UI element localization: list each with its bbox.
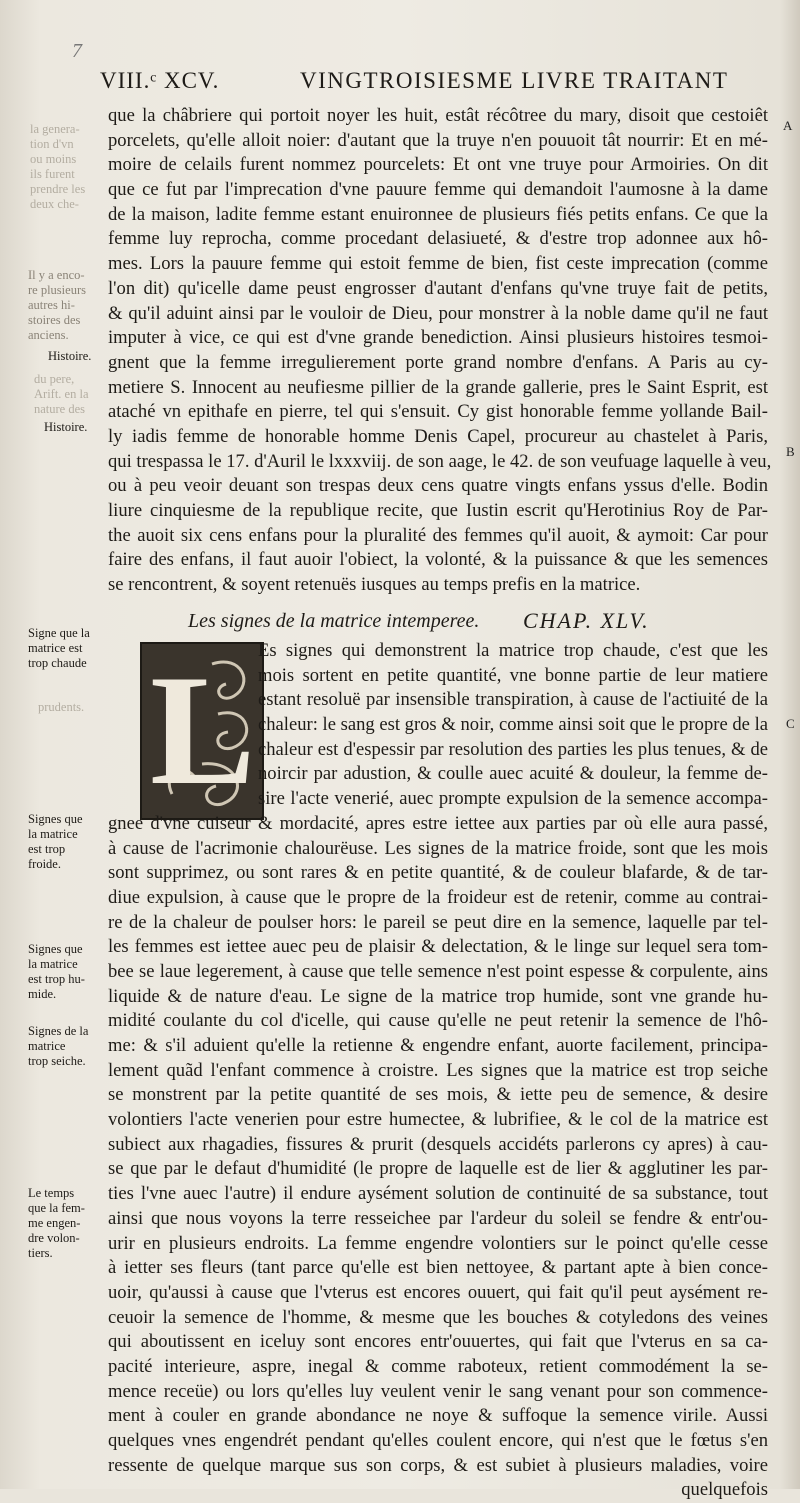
margin-line: Histoire. (48, 349, 92, 363)
chapter-title: Les signes de la matrice intemperee. (188, 610, 480, 632)
margin-line: matrice est (28, 641, 83, 655)
text-line: ly iadis femme de honorable homme Denis Capel, procureur au chastelet à Paris, (108, 425, 768, 447)
margin-note-histoire-2 (44, 420, 118, 435)
bleed-line: prendre les (30, 182, 86, 196)
text-line: midité coulante du col d'icelle, qui cause qu'elle ne peut retenir la semence de l'hô- (108, 1010, 768, 1032)
text-line: the auoit six cens enfans pour la pluralité des femmes qu'il auoit, & aymoit: Car pour (108, 524, 768, 546)
text-line: sont supprimez, ou sont rares & en petite quantité, & de couleur blafarde, & de tar- (108, 862, 768, 884)
text-line: ressente de quelque marque sus son corps, & est subiet à plusieurs maladies, voire (108, 1454, 768, 1476)
text-line: liure cinquiesme de la republique recite, que Iustin escrit qu'Herotinius Roy de Par- (108, 500, 768, 521)
text-line: femme luy reprocha, comme procedant delasiueté, & d'estre trop adonnee aux hô- (108, 228, 768, 250)
edge-mark-b: B (786, 444, 795, 459)
text-line: se que par le defaut d'humidité (le propre de laquelle est de lier & agglutiner les par- (108, 1158, 768, 1180)
drop-cap-letter: L (150, 643, 256, 818)
text-line: à ietter ses fleurs (tant parce qu'elle est bien nettoyee, & partant apte à bien conce- (108, 1257, 768, 1279)
folio-number: VIII.ᶜ XCV. (100, 68, 220, 93)
margin-line: que la fem- (28, 1201, 85, 1215)
margin-line: re plusieurs (28, 283, 86, 297)
text-line: volontiers l'acte venerien pour estre humectee, & lubrifiee, & le col de la matrice est (108, 1109, 768, 1131)
text-line: de la maison, ladite femme estant enuironnee de plusieurs fiés petits enfans. Ce que la (108, 203, 768, 225)
margin-line: froide. (28, 857, 61, 871)
bleed-line: la genera- (30, 122, 80, 136)
margin-line: me engen- (28, 1216, 81, 1230)
bleed-through-mid (34, 372, 108, 417)
margin-note-chaude (28, 626, 102, 671)
running-header (100, 68, 770, 100)
margin-note-histoires (28, 268, 102, 343)
margin-line: autres hi- (28, 298, 75, 312)
text-line: pacité interieure, aspre, inegal & comme raboteux, retient commodément la se- (108, 1355, 768, 1377)
bleed-line: ils furent (30, 167, 75, 181)
text-line: que ce fut par l'imprecation d'vne pauure femme qui demandoit l'aumosne à la dame (108, 179, 768, 201)
margin-line: Histoire. (44, 420, 88, 434)
text-line: chaleur est d'espessir par resolution des parties les plus tenues, & de (258, 738, 768, 760)
margin-note-froide (28, 812, 102, 872)
text-line: sire l'acte venerié, auec prompte expulsion de la semence accompa- (258, 788, 768, 810)
text-line: les femmes est iettee auec peu de plaisir & delectation, & le linge sur lequel sera tom- (108, 936, 768, 958)
text-line: lement quãd l'enfant commence à croistre. Les signes que la matrice est trop seiche (108, 1059, 768, 1081)
text-line: se rencontrent, & soyent retenuës iusques au temps prefis en la matrice. (108, 574, 641, 596)
text-line: diue expulsion, à cause que le propre de la froideur est de retenir, comme au contrai- (108, 886, 768, 908)
text-line: Es signes qui demonstrent la matrice trop chaude, c'est que les (258, 640, 768, 661)
text-line: que la châbriere qui portoit noyer les huit, estât récôtree du mary, disoit que cestoiêt (108, 105, 768, 126)
bleed-line: nature des (34, 402, 86, 416)
bleed-line: Arift. en la (34, 387, 89, 401)
text-line: metiere S. Innocent au neufiesme pillier de la grande gallerie, pres le Saint Esprit, est (108, 376, 768, 398)
text-line: à cause de l'acrimonie chalourëuse. Les signes de la matrice froide, sont que les mois (108, 837, 768, 859)
bleed-line: ou moins (30, 152, 77, 166)
text-line: mes. Lors la pauure femme qui estoit femme de bien, fist ceste imprecation (comme (108, 253, 768, 275)
margin-line: mide. (28, 987, 57, 1001)
text-line: urir en plusieurs endroits. La femme engendre volontiers sur le poinct qu'elle cesse (108, 1232, 768, 1254)
bleed-through-lower (38, 700, 112, 715)
margin-line: trop seiche. (28, 1054, 86, 1068)
text-line: l'on dit) qu'icelle dame peust engrosser d'autant d'enfans qu'vne truye fait de petits, (108, 277, 768, 299)
text-line: gnee d'vne cuiseur & mordacité, apres estre iettee aux parties par où elle aura passé, (108, 812, 768, 834)
margin-line: la matrice (28, 827, 78, 841)
text-line: porcelets, qu'elle alloit noier: d'autant que la truye n'en pouuoit tât nourrir: Et en mé- (108, 129, 768, 151)
margin-line: est trop hu- (28, 972, 85, 986)
margin-line: Signe que la (28, 626, 90, 640)
text-line: noircir par adustion, & coulle auec acuité & douleur, la femme de- (258, 763, 768, 785)
text-line: & qu'il aduint ainsi par le vouloir de Dieu, pour monstrer à la noble dame qu'il ne faut (108, 302, 768, 324)
text-line: mois sortent en petite quantité, vne bonne partie de leur matiere (258, 664, 768, 686)
margin-line: stoires des (28, 313, 81, 327)
margin-note-humide (28, 942, 102, 1002)
edge-mark-c: C (786, 716, 795, 731)
text-line: quelquefois (681, 1479, 768, 1501)
chapter-number: CHAP. XLV. (523, 608, 650, 633)
margin-line: Le temps (28, 1186, 75, 1200)
text-line: ment à couler en grande abondance ne noye & suffoque la semence virile. Aussi (108, 1405, 768, 1427)
paragraph-continued (108, 104, 772, 598)
text-line: faire des enfans, il faut auoir l'obiect, la volonté, & la puissance & que les semences (108, 549, 768, 571)
text-line: subiect aux rhagadies, fissures & prurit (desquels accidéts parlerons cy apres) à cau- (108, 1133, 768, 1155)
text-line: re de la chaleur de poulser hors: le pareil se peut dire en la semence, laquelle par tel- (108, 911, 768, 933)
margin-line: tiers. (28, 1246, 53, 1260)
text-line: imputer à vice, ce qui est d'vne grande benediction. Ainsi plusieurs histoires tesmoi- (108, 327, 768, 349)
chapter-heading (188, 606, 748, 636)
text-line: estant resoluë par insensible transpiration, à cause de l'actiuité de la (258, 689, 768, 711)
bleed-line: deux che- (30, 197, 79, 211)
text-line: mence receüe) ou lors qu'elles luy veulent venir le sang venant pour son commence- (108, 1380, 768, 1402)
margin-line: anciens. (28, 328, 69, 342)
text-line: bee se laue legerement, à cause que telle semence n'est point espesse & corpulente, ains (108, 960, 768, 982)
text-line: ties l'vne auec l'autre) il endure aysément solution de continuité de sa substance, tout (108, 1183, 768, 1205)
bleed-line: prudents. (38, 700, 85, 714)
text-line: liquide & de nature d'eau. Le signe de la matrice trop humide, sont vne grande hu- (108, 985, 768, 1007)
text-line: ceuoir la semence de l'homme, & mesme que les bouches & cotyledons des veines (108, 1306, 768, 1328)
text-line: ainsi que nous voyons la terre resseichee par l'ardeur du soleil se fendre & entr'ou- (108, 1207, 768, 1229)
handwritten-mark: 7 (72, 40, 82, 62)
text-line: se monstrent par la petite quantité de ses mois, & iette peu de semence, & desire (108, 1084, 768, 1106)
margin-line: dre volon- (28, 1231, 80, 1245)
text-line: uoir, qu'aussi à cause que l'vterus est encores ouuert, qui fait qu'il peut aysément re- (108, 1281, 768, 1303)
margin-line: Il y a enco- (28, 268, 85, 282)
margin-line: Signes que (28, 812, 83, 826)
chapter-body (108, 639, 768, 1503)
margin-line: est trop (28, 842, 66, 856)
margin-note-seiche (28, 1024, 102, 1069)
margin-line: la matrice (28, 957, 78, 971)
margin-line: Signes que (28, 942, 83, 956)
edge-mark-a: A (783, 118, 793, 133)
text-line: moire de celails furent nommez pourcelets: Et ont vne truye pour Armoiries. On dit (108, 154, 768, 176)
bleed-line: tion d'vn (30, 137, 74, 151)
running-title: VINGTROISIESME LIVRE TRAITANT (300, 68, 729, 93)
text-line: quelques vnes engendrét pendant qu'elles coulent encore, qui n'est que le fœtus s'en (108, 1430, 768, 1451)
text-line: gnent que la femme irregulierement porte grand nombre d'enfans. A Paris au cy- (108, 351, 768, 373)
bleed-line: du pere, (34, 372, 75, 386)
text-line: qui trespassa le 17. d'Auril le lxxxviij. de son aage, le 42. de son veufuage laquelle à veu, (108, 450, 772, 472)
bleed-through-top (30, 122, 104, 212)
text-line: me: & s'il aduient qu'elle la retienne & engendre enfant, auorte facilement, principa- (108, 1035, 768, 1056)
text-line: ou à peu veoir deuant son trespas deux cens quatre vingts enfans yssus d'elle. Bodin (108, 475, 768, 497)
margin-note-temps (28, 1186, 102, 1261)
text-line: ataché vn epithafe en pierre, tel qui s'ensuit. Cy gist honorable femme yollande Bail- (108, 401, 768, 423)
text-line: chaleur: le sang est gros & noir, comme ainsi soit que le propre de la (258, 714, 768, 736)
margin-line: trop chaude (28, 656, 87, 670)
margin-line: Signes de la (28, 1024, 89, 1038)
margin-line: matrice (28, 1039, 66, 1053)
text-line: qui aboutissent en iceluy sont encores entr'ouuertes, qui fait que l'vterus en sa ca- (108, 1331, 768, 1353)
